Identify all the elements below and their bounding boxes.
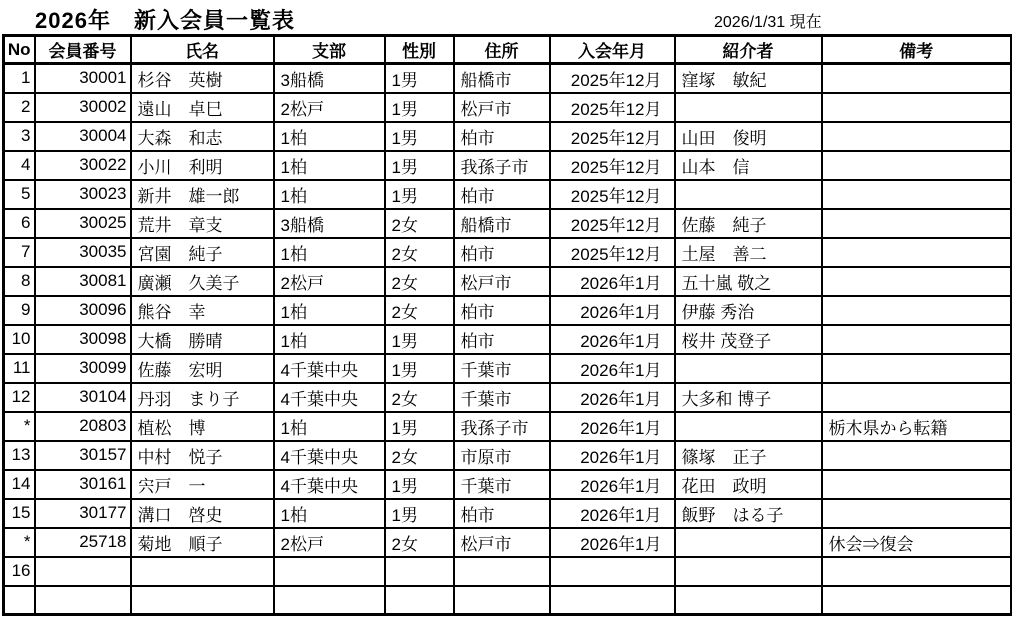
cell-join-month: 2025年12月 <box>550 209 675 238</box>
table-row <box>4 412 1012 441</box>
cell-join-month: 2026年1月 <box>550 267 675 296</box>
cell-branch: 1柏 <box>274 180 385 209</box>
cell-join-month: 2026年1月 <box>550 325 675 354</box>
cell-branch: 4千葉中央 <box>274 354 385 383</box>
cell-gender: 1男 <box>385 122 454 151</box>
cell-introducer: 山田 俊明 <box>675 122 822 151</box>
cell-member-no: 30104 <box>35 383 131 412</box>
header-remarks: 備考 <box>822 36 1012 64</box>
cell-member-no: 30098 <box>35 325 131 354</box>
table-row <box>4 267 1012 296</box>
cell-introducer: 山本 信 <box>675 151 822 180</box>
cell-address: 柏市 <box>454 180 550 209</box>
cell-branch: 2松戸 <box>274 528 385 557</box>
cell-no: 7 <box>4 238 35 267</box>
cell-remarks <box>822 557 1012 586</box>
table-row <box>4 325 1012 354</box>
cell-branch: 2松戸 <box>274 267 385 296</box>
cell-gender: 1男 <box>385 151 454 180</box>
cell-name: 新井 雄一郎 <box>131 180 274 209</box>
cell-branch: 1柏 <box>274 412 385 441</box>
cell-name: 宍戸 一 <box>131 470 274 499</box>
cell-remarks <box>822 586 1012 615</box>
cell-name <box>131 557 274 586</box>
table-row <box>4 499 1012 528</box>
cell-member-no: 30025 <box>35 209 131 238</box>
table-row <box>4 238 1012 267</box>
cell-introducer <box>675 354 822 383</box>
cell-remarks <box>822 470 1012 499</box>
header-address: 住所 <box>454 36 550 64</box>
cell-branch: 3船橋 <box>274 64 385 93</box>
cell-no: 13 <box>4 441 35 470</box>
cell-no: 10 <box>4 325 35 354</box>
table-row <box>4 557 1012 586</box>
cell-join-month: 2026年1月 <box>550 528 675 557</box>
cell-name: 遠山 卓巳 <box>131 93 274 122</box>
cell-remarks <box>822 122 1012 151</box>
cell-remarks: 栃木県から転籍 <box>822 412 1012 441</box>
cell-member-no: 30096 <box>35 296 131 325</box>
cell-name: 丹羽 まり子 <box>131 383 274 412</box>
table-row <box>4 441 1012 470</box>
cell-branch: 1柏 <box>274 122 385 151</box>
cell-address: 柏市 <box>454 296 550 325</box>
cell-address: 柏市 <box>454 238 550 267</box>
table-row <box>4 528 1012 557</box>
cell-no: 2 <box>4 93 35 122</box>
cell-member-no: 25718 <box>35 528 131 557</box>
cell-branch: 4千葉中央 <box>274 470 385 499</box>
cell-join-month: 2026年1月 <box>550 441 675 470</box>
cell-member-no <box>35 557 131 586</box>
cell-name: 溝口 啓史 <box>131 499 274 528</box>
cell-gender: 1男 <box>385 412 454 441</box>
cell-member-no: 30177 <box>35 499 131 528</box>
cell-member-no <box>35 586 131 615</box>
cell-gender: 1男 <box>385 93 454 122</box>
header-branch: 支部 <box>274 36 385 64</box>
cell-join-month: 2026年1月 <box>550 499 675 528</box>
cell-introducer: 飯野 はる子 <box>675 499 822 528</box>
table-row <box>4 180 1012 209</box>
cell-remarks <box>822 383 1012 412</box>
cell-member-no: 30022 <box>35 151 131 180</box>
cell-join-month: 2025年12月 <box>550 180 675 209</box>
cell-address: 柏市 <box>454 122 550 151</box>
cell-remarks <box>822 93 1012 122</box>
cell-remarks <box>822 64 1012 93</box>
cell-introducer: 桜井 茂登子 <box>675 325 822 354</box>
cell-branch: 3船橋 <box>274 209 385 238</box>
cell-member-no: 20803 <box>35 412 131 441</box>
cell-join-month: 2025年12月 <box>550 64 675 93</box>
cell-gender <box>385 557 454 586</box>
cell-branch <box>274 586 385 615</box>
header-member-no: 会員番号 <box>35 36 131 64</box>
header-join-month: 入会年月 <box>550 36 675 64</box>
cell-gender: 2女 <box>385 209 454 238</box>
cell-introducer <box>675 180 822 209</box>
table-row <box>4 470 1012 499</box>
cell-address: 千葉市 <box>454 383 550 412</box>
cell-branch: 1柏 <box>274 151 385 180</box>
cell-introducer: 佐藤 純子 <box>675 209 822 238</box>
cell-introducer <box>675 93 822 122</box>
cell-name: 廣瀬 久美子 <box>131 267 274 296</box>
cell-no: 9 <box>4 296 35 325</box>
cell-no: 14 <box>4 470 35 499</box>
cell-member-no: 30001 <box>35 64 131 93</box>
cell-no: 8 <box>4 267 35 296</box>
table-row <box>4 151 1012 180</box>
cell-remarks <box>822 209 1012 238</box>
cell-gender: 1男 <box>385 64 454 93</box>
table-row <box>4 64 1012 93</box>
cell-name: 菊地 順子 <box>131 528 274 557</box>
as-of-date: 2026/1/31 現在 <box>714 14 822 31</box>
cell-no: * <box>4 528 35 557</box>
cell-address: 千葉市 <box>454 470 550 499</box>
header-introducer: 紹介者 <box>675 36 822 64</box>
cell-member-no: 30035 <box>35 238 131 267</box>
cell-no: 16 <box>4 557 35 586</box>
cell-address: 柏市 <box>454 499 550 528</box>
cell-address: 松戸市 <box>454 93 550 122</box>
header-no: No <box>4 36 35 64</box>
cell-no <box>4 586 35 615</box>
cell-no: 3 <box>4 122 35 151</box>
cell-introducer: 篠塚 正子 <box>675 441 822 470</box>
cell-member-no: 30023 <box>35 180 131 209</box>
cell-address: 柏市 <box>454 325 550 354</box>
table-row <box>4 93 1012 122</box>
title-bar <box>0 2 1012 34</box>
cell-branch: 4千葉中央 <box>274 383 385 412</box>
cell-name: 中村 悦子 <box>131 441 274 470</box>
cell-introducer: 伊藤 秀治 <box>675 296 822 325</box>
cell-address: 松戸市 <box>454 267 550 296</box>
cell-address: 我孫子市 <box>454 412 550 441</box>
cell-branch: 4千葉中央 <box>274 441 385 470</box>
cell-gender: 1男 <box>385 180 454 209</box>
cell-introducer: 大多和 博子 <box>675 383 822 412</box>
cell-gender: 1男 <box>385 470 454 499</box>
table-row <box>4 209 1012 238</box>
cell-address <box>454 557 550 586</box>
cell-introducer: 五十嵐 敬之 <box>675 267 822 296</box>
cell-branch: 1柏 <box>274 238 385 267</box>
cell-introducer: 土屋 善二 <box>675 238 822 267</box>
cell-remarks <box>822 499 1012 528</box>
header-row <box>4 36 1012 64</box>
cell-introducer <box>675 528 822 557</box>
cell-no: 15 <box>4 499 35 528</box>
cell-member-no: 30157 <box>35 441 131 470</box>
new-member-table <box>2 34 1012 616</box>
cell-remarks <box>822 238 1012 267</box>
cell-join-month: 2026年1月 <box>550 470 675 499</box>
cell-branch: 2松戸 <box>274 93 385 122</box>
cell-remarks <box>822 296 1012 325</box>
cell-member-no: 30081 <box>35 267 131 296</box>
cell-name: 宮園 純子 <box>131 238 274 267</box>
cell-branch: 1柏 <box>274 296 385 325</box>
cell-no: 1 <box>4 64 35 93</box>
cell-join-month: 2026年1月 <box>550 354 675 383</box>
table-body <box>4 64 1012 615</box>
cell-name: 小川 利明 <box>131 151 274 180</box>
cell-member-no: 30004 <box>35 122 131 151</box>
cell-remarks <box>822 180 1012 209</box>
cell-gender: 1男 <box>385 499 454 528</box>
cell-introducer: 窪塚 敏紀 <box>675 64 822 93</box>
cell-remarks <box>822 325 1012 354</box>
cell-name: 熊谷 幸 <box>131 296 274 325</box>
cell-introducer <box>675 586 822 615</box>
cell-remarks <box>822 151 1012 180</box>
cell-no: 12 <box>4 383 35 412</box>
cell-name: 荒井 章支 <box>131 209 274 238</box>
cell-gender: 1男 <box>385 354 454 383</box>
cell-no: 11 <box>4 354 35 383</box>
cell-remarks <box>822 441 1012 470</box>
cell-join-month: 2025年12月 <box>550 151 675 180</box>
cell-no: * <box>4 412 35 441</box>
cell-name: 大森 和志 <box>131 122 274 151</box>
cell-join-month: 2025年12月 <box>550 238 675 267</box>
cell-branch: 1柏 <box>274 325 385 354</box>
cell-gender: 2女 <box>385 238 454 267</box>
cell-introducer: 花田 政明 <box>675 470 822 499</box>
cell-address: 我孫子市 <box>454 151 550 180</box>
table-header <box>4 36 1012 64</box>
cell-gender: 1男 <box>385 325 454 354</box>
table-row <box>4 354 1012 383</box>
cell-join-month: 2025年12月 <box>550 122 675 151</box>
cell-introducer <box>675 557 822 586</box>
cell-gender: 2女 <box>385 296 454 325</box>
page-title: 2026年 新入会員一覧表 <box>35 8 295 33</box>
cell-member-no: 30161 <box>35 470 131 499</box>
cell-introducer <box>675 412 822 441</box>
cell-gender <box>385 586 454 615</box>
table-row <box>4 586 1012 615</box>
table-row <box>4 296 1012 325</box>
cell-gender: 2女 <box>385 267 454 296</box>
cell-name: 植松 博 <box>131 412 274 441</box>
header-name: 氏名 <box>131 36 274 64</box>
cell-no: 6 <box>4 209 35 238</box>
cell-branch <box>274 557 385 586</box>
cell-address: 千葉市 <box>454 354 550 383</box>
cell-gender: 2女 <box>385 528 454 557</box>
cell-join-month: 2026年1月 <box>550 412 675 441</box>
cell-join-month: 2026年1月 <box>550 296 675 325</box>
cell-member-no: 30099 <box>35 354 131 383</box>
header-gender: 性別 <box>385 36 454 64</box>
cell-address: 市原市 <box>454 441 550 470</box>
cell-name <box>131 586 274 615</box>
cell-join-month: 2025年12月 <box>550 93 675 122</box>
cell-no: 5 <box>4 180 35 209</box>
table-row <box>4 383 1012 412</box>
cell-name: 佐藤 宏明 <box>131 354 274 383</box>
cell-remarks <box>822 354 1012 383</box>
cell-branch: 1柏 <box>274 499 385 528</box>
cell-name: 大橋 勝晴 <box>131 325 274 354</box>
cell-gender: 2女 <box>385 383 454 412</box>
cell-remarks: 休会⇒復会 <box>822 528 1012 557</box>
cell-join-month <box>550 557 675 586</box>
cell-gender: 2女 <box>385 441 454 470</box>
table-row <box>4 122 1012 151</box>
cell-address: 船橋市 <box>454 64 550 93</box>
cell-name: 杉谷 英樹 <box>131 64 274 93</box>
cell-member-no: 30002 <box>35 93 131 122</box>
cell-join-month <box>550 586 675 615</box>
cell-address: 船橋市 <box>454 209 550 238</box>
cell-address <box>454 586 550 615</box>
cell-address: 松戸市 <box>454 528 550 557</box>
cell-no: 4 <box>4 151 35 180</box>
cell-remarks <box>822 267 1012 296</box>
cell-join-month: 2026年1月 <box>550 383 675 412</box>
